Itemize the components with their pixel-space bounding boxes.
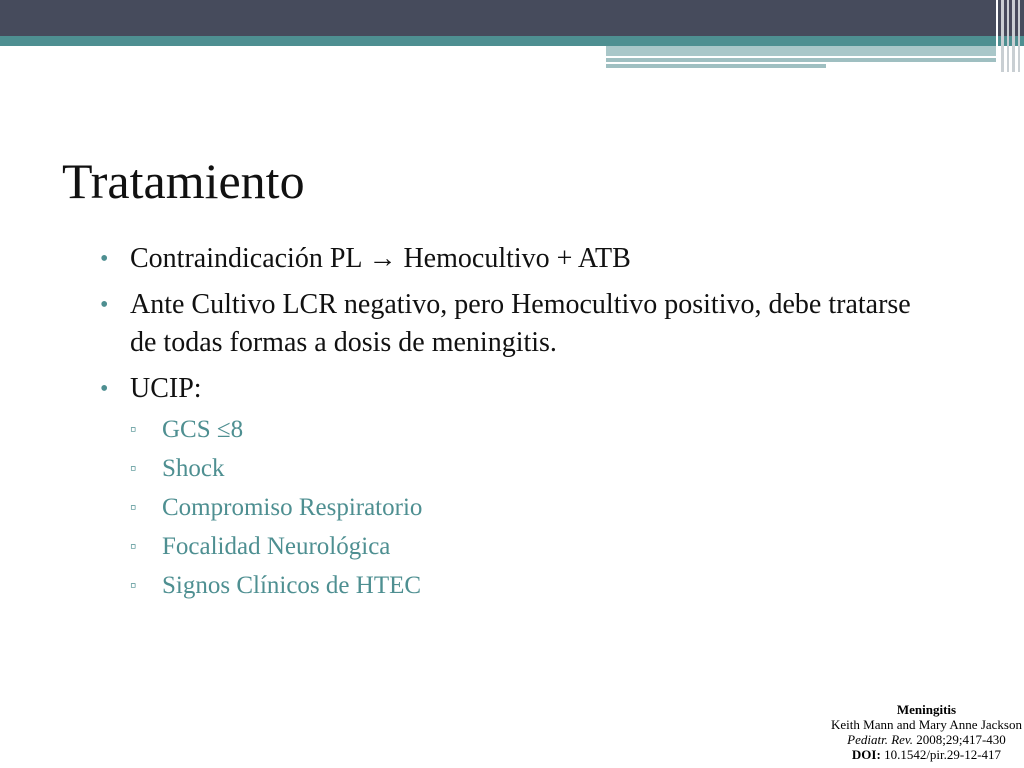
sub-bullet-item: ▫ Shock (130, 449, 920, 488)
header-decorative-lines (996, 0, 1020, 72)
slide-title: Tratamiento (62, 153, 305, 209)
reference-doi[interactable]: 10.1542/pir.29-12-417 (884, 747, 1002, 762)
reference-journal: Pediatr. Rev. (847, 732, 913, 747)
bullet-list (100, 240, 920, 605)
reference-journal-line (831, 732, 1022, 747)
reference-citation-text: 2008;29;417-430 (913, 732, 1006, 747)
slide-content (100, 240, 920, 613)
sub-bullet-list (130, 410, 920, 605)
bullet-item: • Contraindicación PL → Hemocultivo + ATB (100, 240, 920, 278)
reference-citation (831, 702, 1022, 762)
header-accent-line (606, 58, 996, 62)
sub-bullet-item: ▫ Signos Clínicos de HTEC (130, 566, 920, 605)
reference-doi-label: DOI: (851, 747, 885, 762)
reference-doi-line (831, 747, 1022, 762)
reference-title: Meningitis (896, 702, 957, 717)
header-bar (0, 0, 1024, 38)
sub-bullet-item: ▫ Compromiso Respiratorio (130, 488, 920, 527)
bullet-item: • Ante Cultivo LCR negativo, pero Hemocultivo positivo, debe tratarse de todas formas a dosis de meningitis. (100, 286, 920, 362)
header-accent-line-short (606, 64, 826, 68)
header-accent-light (606, 46, 996, 56)
header-accent-stripe (0, 36, 1024, 46)
bullet-item-label: UCIP: (130, 373, 202, 404)
sub-bullet-item: ▫ GCS ≤8 (130, 410, 920, 449)
reference-authors: Keith Mann and Mary Anne Jackson (831, 717, 1022, 732)
sub-bullet-item: ▫ Focalidad Neurológica (130, 527, 920, 566)
bullet-item-ucip (100, 370, 920, 605)
